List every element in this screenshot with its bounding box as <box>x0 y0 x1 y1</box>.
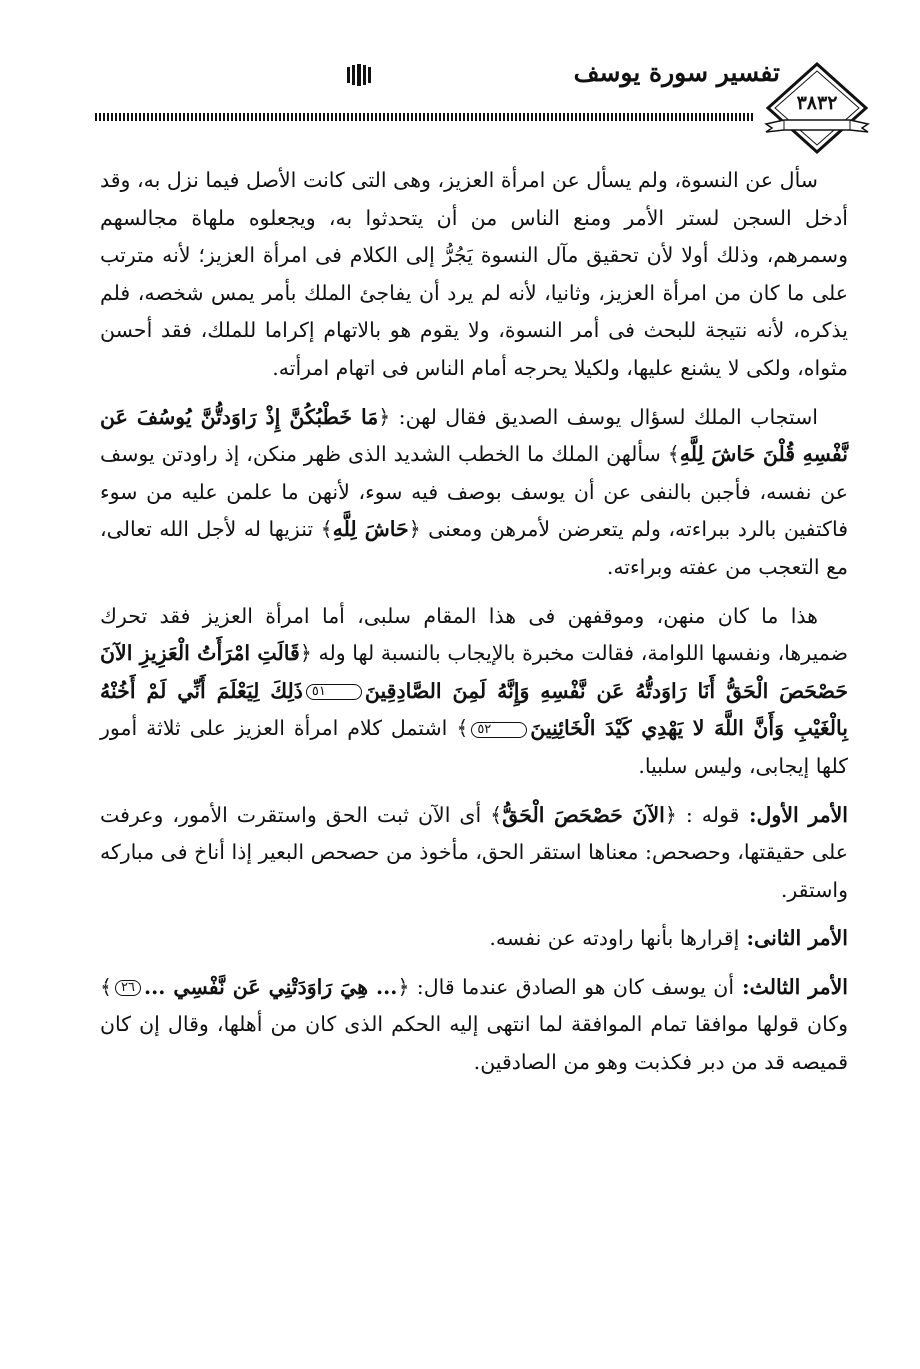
quran-bracket: ﴿ <box>299 641 312 666</box>
section-heading: الأمر الثالث: <box>734 974 848 999</box>
quran-verse: ... هِيَ رَاوَدَتْنِي عَن نَّفْسِي ... <box>143 974 398 999</box>
paragraph-text: سألهن الملك ما الخطب الشديد الذى ظهر منكن، إذ راودتن يوسف عن نفسه، فأجبن بالنفى عن أن يوسف بوصف فيه سوء، لأنهن ما علمن عليه من سوء فاكتفين بالرد ببراءته، ولم يتعرضن لأمرهن ومعنى <box>100 442 848 542</box>
ayah-number-marker: ٥١ <box>306 684 362 700</box>
quran-bracket: ﴿ <box>664 802 677 827</box>
quran-bracket: ﴿ <box>408 517 421 542</box>
ornament-icon <box>346 64 372 86</box>
ayah-number-marker: ٢٦ <box>115 980 141 996</box>
paragraph <box>100 920 848 958</box>
body-text <box>100 162 848 1082</box>
paragraph-text: هذا ما كان منهن، وموقفهن فى هذا المقام سلبى، أما امرأة العزيز فقد تحرك ضميرها، ونفسها اللوامة، فقالت مخبرة بالإيجاب بالنسبة لها وله <box>100 603 848 666</box>
quran-verse: قَالَتِ امْرَأَتُ الْعَزِيزِ الآنَ حَصْحَصَ الْحَقُّ أَنَا رَاوَدتُّهُ عَن نَّفْسِهِ وَإِنَّهُ لَمِنَ الصَّادِقِينَ <box>100 641 848 703</box>
paragraph <box>100 598 848 786</box>
paragraph <box>100 162 848 388</box>
page-header <box>0 0 920 160</box>
quran-bracket: ﴿ <box>378 404 391 429</box>
page-number: ٣٨٣٢ <box>796 92 838 114</box>
paragraph-text: استجاب الملك لسؤال يوسف الصديق فقال لهن: <box>390 404 818 429</box>
paragraph <box>100 969 848 1082</box>
quran-bracket: ﴾ <box>320 517 333 542</box>
quran-bracket: ﴾ <box>667 442 680 467</box>
quran-verse: حَاشَ لِلَّهِ <box>332 517 409 542</box>
paragraph-text: سأل عن النسوة، ولم يسأل عن امرأة العزيز، وهى التى كانت الأصل فيما نزل به، وقد أدخل السجن لستر الأمر ومنع الناس من أن يتحدثوا به، ويجعلوه ملهاة مجالسهم وسمرهم، وذلك أولا لأن تحقيق مآل النسوة يَجُرُّ إلى الكلام فى امرأة العزيز؛ لأنه مترتب على ما كان من امرأة العزيز، وثانيا، لأنه لم يرد أن يفاجئ الملك بأمر يمس شخصه، فلم يذكره، لأنه نتيجة للبحث فى أمر النسوة، ولا يقوم هو بالاتهام إكراما للملك، فقد أحسن مثواه، ولكى لا يشنع عليها، ولكيلا يحرجه أمام الناس فى اتهام امرأته. <box>100 168 848 380</box>
quran-bracket: ﴿ <box>397 974 410 999</box>
running-title: تفسير سورة يوسف <box>573 58 780 87</box>
paragraph <box>100 399 848 587</box>
page-number-badge <box>762 62 872 154</box>
paragraph-text: وكان قولها موافقا تمام الموافقة لما انتهى إليه الحكم الذى كان من أهلها، وقال إن كان قميصه قد من دبر فكذبت وهو من الصادقين. <box>100 1012 848 1075</box>
paragraph-text: إقرارها بأنها راودته عن نفسه. <box>489 926 740 951</box>
quran-verse: الآنَ حَصْحَصَ الْحَقُّ <box>502 802 665 827</box>
quran-bracket: ﴾ <box>100 974 113 999</box>
section-heading: الأمر الأول: <box>739 802 849 827</box>
quran-bracket: ﴾ <box>490 802 503 827</box>
quran-bracket: ﴾ <box>456 716 469 741</box>
paragraph <box>100 797 848 910</box>
paragraph-text: تنزيها له لأجل الله تعالى، مع التعجب من عفته وبراءته. <box>100 517 848 579</box>
quran-verse: مَا خَطْبُكُنَّ إِذْ رَاوَدتُّنَّ يُوسُفَ عَن نَّفْسِهِ قُلْنَ حَاشَ لِلَّهِ <box>100 404 848 467</box>
header-rule <box>95 113 755 121</box>
paragraph-text: اشتمل كلام امرأة العزيز على ثلاثة أمور كلها إيجابى، وليس سلبيا. <box>100 716 848 778</box>
ayah-number-marker: ٥٢ <box>471 722 527 738</box>
section-heading: الأمر الثانى: <box>739 926 848 951</box>
paragraph-text: أن يوسف كان هو الصادق عندما قال: <box>409 974 735 999</box>
quran-verse: ذَلِكَ لِيَعْلَمَ أَنِّي لَمْ أَخُنْهُ بِالْغَيْبِ وَأَنَّ اللَّهَ لا يَهْدِي كَيْدَ الْخَائِنِينَ <box>100 678 848 741</box>
paragraph-text: قوله : <box>676 802 740 827</box>
paragraph-text: أى الآن ثبت الحق واستقرت الأمور، وعرفت على حقيقتها، وحصحص: معناها استقر الحق، مأخوذ من حصحص البعير إذا أناخ فى مباركه واستقر. <box>100 802 848 902</box>
